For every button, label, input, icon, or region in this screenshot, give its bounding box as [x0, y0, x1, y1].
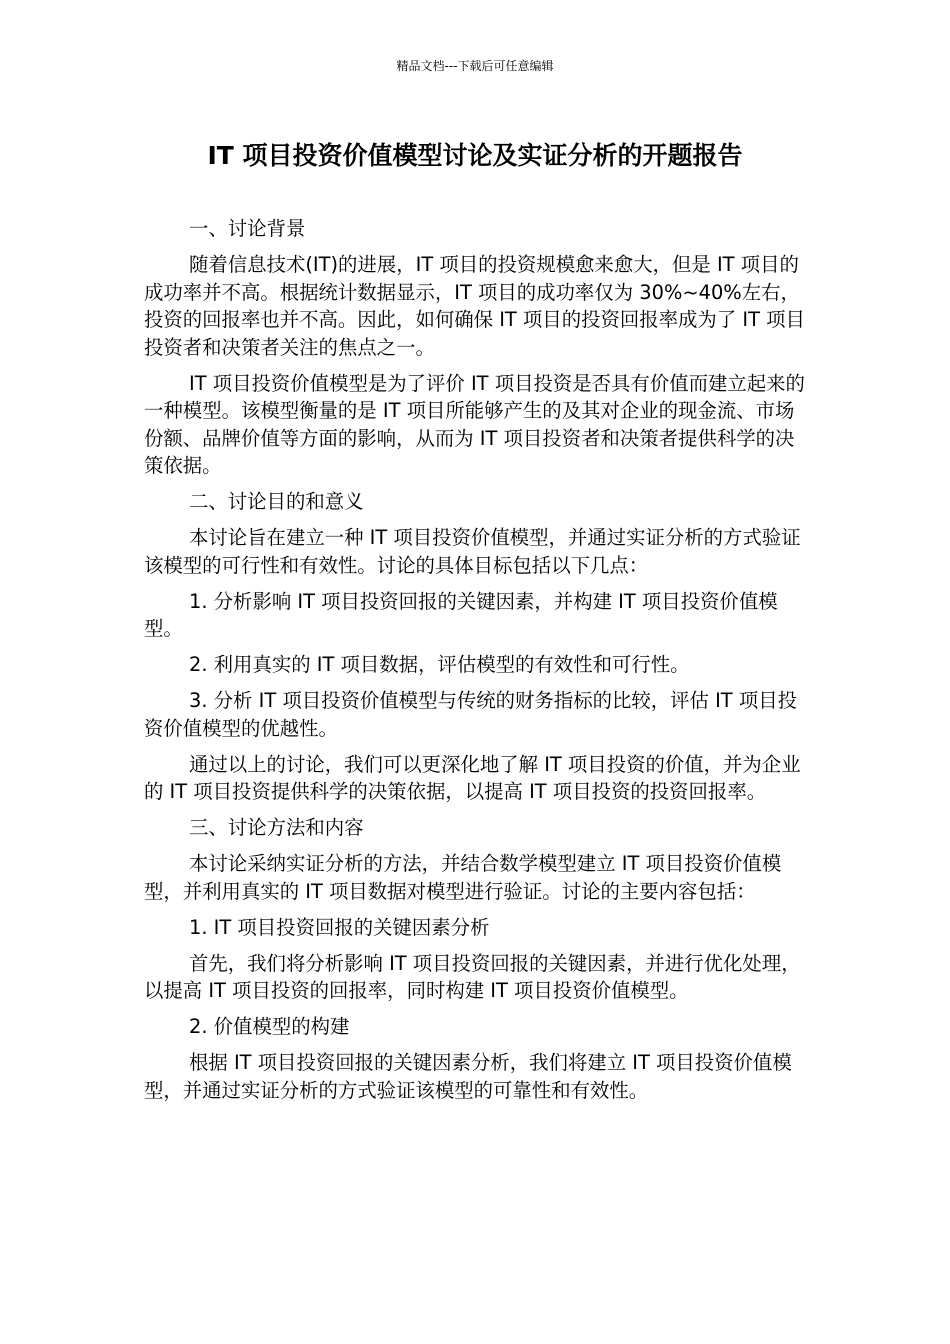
section-heading-purpose: 二、讨论目的和意义 — [189, 490, 364, 513]
paragraph: IT 项目投资价值模型是为了评价 IT 项目投资是否具有价值而建立起来的一种模型。该模型衡量的是 IT 项目所能够产生的及其对企业的现金流、市场份额、品牌价值等方面的影响，从而为 IT 项目投资者和决策者提供科学的决策依据。 — [144, 371, 805, 477]
section-heading-background: 一、讨论背景 — [189, 217, 306, 240]
paragraph: 首先，我们将分析影响 IT 项目投资回报的关键因素，并进行优化处理，以提高 IT 项目投资的回报率，同时构建 IT 项目投资价值模型。 — [144, 951, 801, 1002]
document-title: IT 项目投资价值模型讨论及实证分析的开题报告 — [207, 141, 743, 170]
paragraph: 通过以上的讨论，我们可以更深化地了解 IT 项目投资的价值，并为企业的 IT 项目投资提供科学的决策依据，以提高 IT 项目投资的投资回报率。 — [144, 752, 801, 803]
paragraph: 本讨论旨在建立一种 IT 项目投资价值模型，并通过实证分析的方式验证该模型的可行性和有效性。讨论的具体目标包括以下几点： — [144, 526, 801, 577]
list-item: 2. 利用真实的 IT 项目数据，评估模型的有效性和可行性。 — [189, 653, 690, 676]
document-body — [144, 215, 809, 1113]
page-header: 精品文档---下载后可任意编辑 — [396, 59, 554, 73]
list-item: 1. 分析影响 IT 项目投资回报的关键因素，并构建 IT 项目投资价值模型。 — [144, 589, 778, 640]
paragraph: 本讨论采纳实证分析的方法，并结合数学模型建立 IT 项目投资价值模型，并利用真实的 IT 项目数据对模型进行验证。讨论的主要内容包括： — [144, 852, 782, 903]
list-item: 3. 分析 IT 项目投资价值模型与传统的财务指标的比较，评估 IT 项目投资价值模型的优越性。 — [144, 689, 797, 740]
paragraph: 随着信息技术(IT)的进展，IT 项目的投资规模愈来愈大，但是 IT 项目的成功率并不高。根据统计数据显示，IT 项目的成功率仅为 30%~40%左右，投资的回报率也并不高。因此，如何确保 IT 项目的投资回报率成为了 IT 项目投资者和决策者关注的焦点之一。 — [144, 253, 805, 359]
subheading: 1. IT 项目投资回报的关键因素分析 — [189, 915, 490, 939]
paragraph: 根据 IT 项目投资回报的关键因素分析，我们将建立 IT 项目投资价值模型，并通过实证分析的方式验证该模型的可靠性和有效性。 — [144, 1051, 792, 1102]
subheading: 2. 价值模型的构建 — [189, 1015, 350, 1038]
section-heading-methods: 三、讨论方法和内容 — [189, 816, 364, 839]
